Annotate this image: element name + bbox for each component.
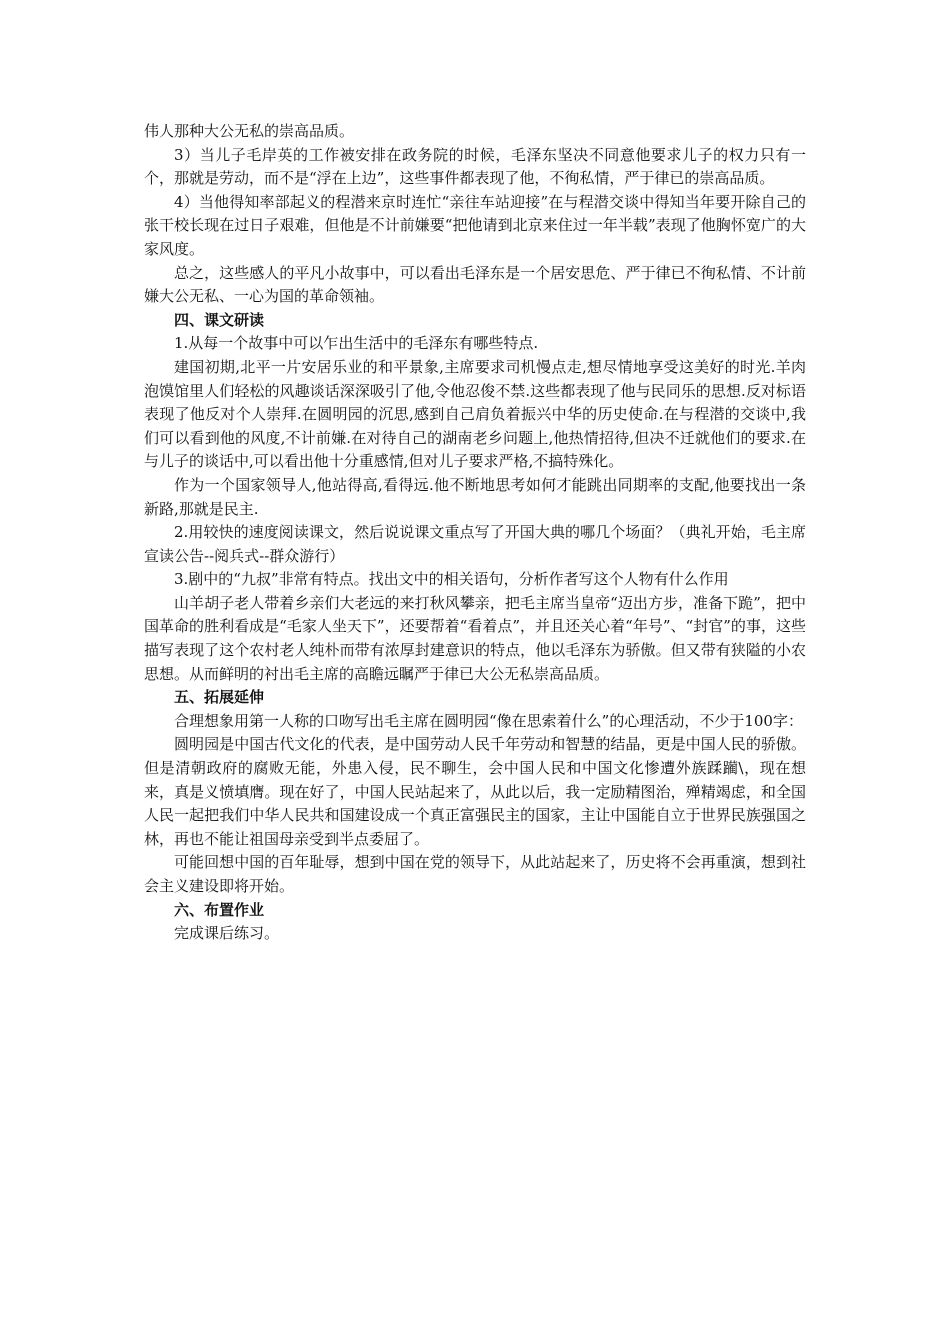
paragraph: 3.剧中的“九叔”非常有特点。找出文中的相关语句，分析作者写这个人物有什么作用 — [174, 570, 729, 589]
paragraph: 建国初期,北平一片安居乐业的和平景象,主席要求司机慢点走,想尽情地享受这美好的时光.羊肉泡馍馆里人们轻松的风趣谈话深深吸引了他,令他忍俊不禁.这些都表现了他与民同乐的思想.反对标语表现了他反对个人崇拜.在圆明园的沉思,感到自己肩负着振兴中华的历史使命.在与程潜的交谈中,我们可以看到他的风度,不计前嫌.在对待自己的湖南老乡问题上,他热情招待,但决不迁就他们的要求.在与儿子的谈话中,可以看出他十分重感情,但对儿子要求严格,不搞特殊化。 — [144, 357, 806, 471]
section-heading: 四、课文研读 — [174, 310, 265, 329]
paragraph: 可能回想中国的百年耻辱，想到中国在党的领导下，从此站起来了，历史将不会再重演，想到社会主义建设即将开始。 — [144, 853, 806, 895]
section-heading: 五、拓展延伸 — [174, 688, 265, 707]
paragraph: 总之，这些感人的平凡小故事中，可以看出毛泽东是一个居安思危、严于律已不徇私情、不计前嫌大公无私、一心为国的革命领袖。 — [144, 263, 806, 306]
paragraph: 伟人那种大公无私的崇高品质。 — [144, 122, 355, 140]
paragraph: 山羊胡子老人带着乡亲们大老远的来打秋风攀亲，把毛主席当皇帝“迈出方步，准备下跪”，把中国革命的胜利看成是“毛家人坐天下”，还要帮着“看着点”，并且还关心着“年号”、“封官”的事，这些描写表现了这个农村老人纯朴而带有浓厚封建意识的特点，他以毛泽东为骄傲。但又带有狭隘的小农思想。从而鲜明的衬出毛主席的高瞻远瞩严于律已大公无私崇高品质。 — [144, 593, 806, 683]
section-heading: 六、布置作业 — [174, 900, 265, 919]
paragraph: 4）当他得知率部起义的程潜来京时连忙“亲往车站迎接”在与程潜交谈中得知当年要开除自己的张干校长现在过日子艰难，但他是不计前嫌要“把他请到北京来住过一年半载”表现了他胸怀宽广的大家风度。 — [144, 192, 806, 258]
paragraph: 合理想象用第一人称的口吻写出毛主席在圆明园“像在思索着什么”的心理活动，不少于100字： — [174, 711, 803, 730]
paragraph: 1.从每一个故事中可以乍出生活中的毛泽东有哪些特点. — [174, 334, 539, 353]
paragraph: 2.用较快的速度阅读课文，然后说说课文重点写了开国大典的哪几个场面？（典礼开始，毛主席宣读公告--阅兵式--群众游行） — [144, 523, 806, 565]
paragraph: 作为一个国家领导人,他站得高,看得远.他不断地思考如何才能跳出同期率的支配,他要找出一条新路,那就是民主. — [144, 475, 806, 518]
paragraph: 3）当儿子毛岸英的工作被安排在政务院的时候，毛泽东坚决不同意他要求儿子的权力只有一个，那就是劳动，而不是“浮在上边”，这些事件都表现了他，不徇私情，严于律已的崇高品质。 — [144, 145, 806, 188]
paragraph: 圆明园是中国古代文化的代表，是中国劳动人民千年劳动和智慧的结晶，更是中国人民的骄傲。但是清朝政府的腐败无能，外患入侵，民不聊生，会中国人民和中国文化惨遭外族蹂躏\，现在想来，真是义愤填膺。现在好了，中国人民站起来了，从此以后，我一定励精图治，殚精竭虑，和全国人民一起把我们中华人民共和国建设成一个真正富强民主的国家，主让中国能自立于世界民族强国之林，再也不能让祖国母亲受到半点委屈了。 — [144, 735, 806, 848]
paragraph: 完成课后练习。 — [174, 924, 280, 943]
document-body — [144, 120, 806, 946]
